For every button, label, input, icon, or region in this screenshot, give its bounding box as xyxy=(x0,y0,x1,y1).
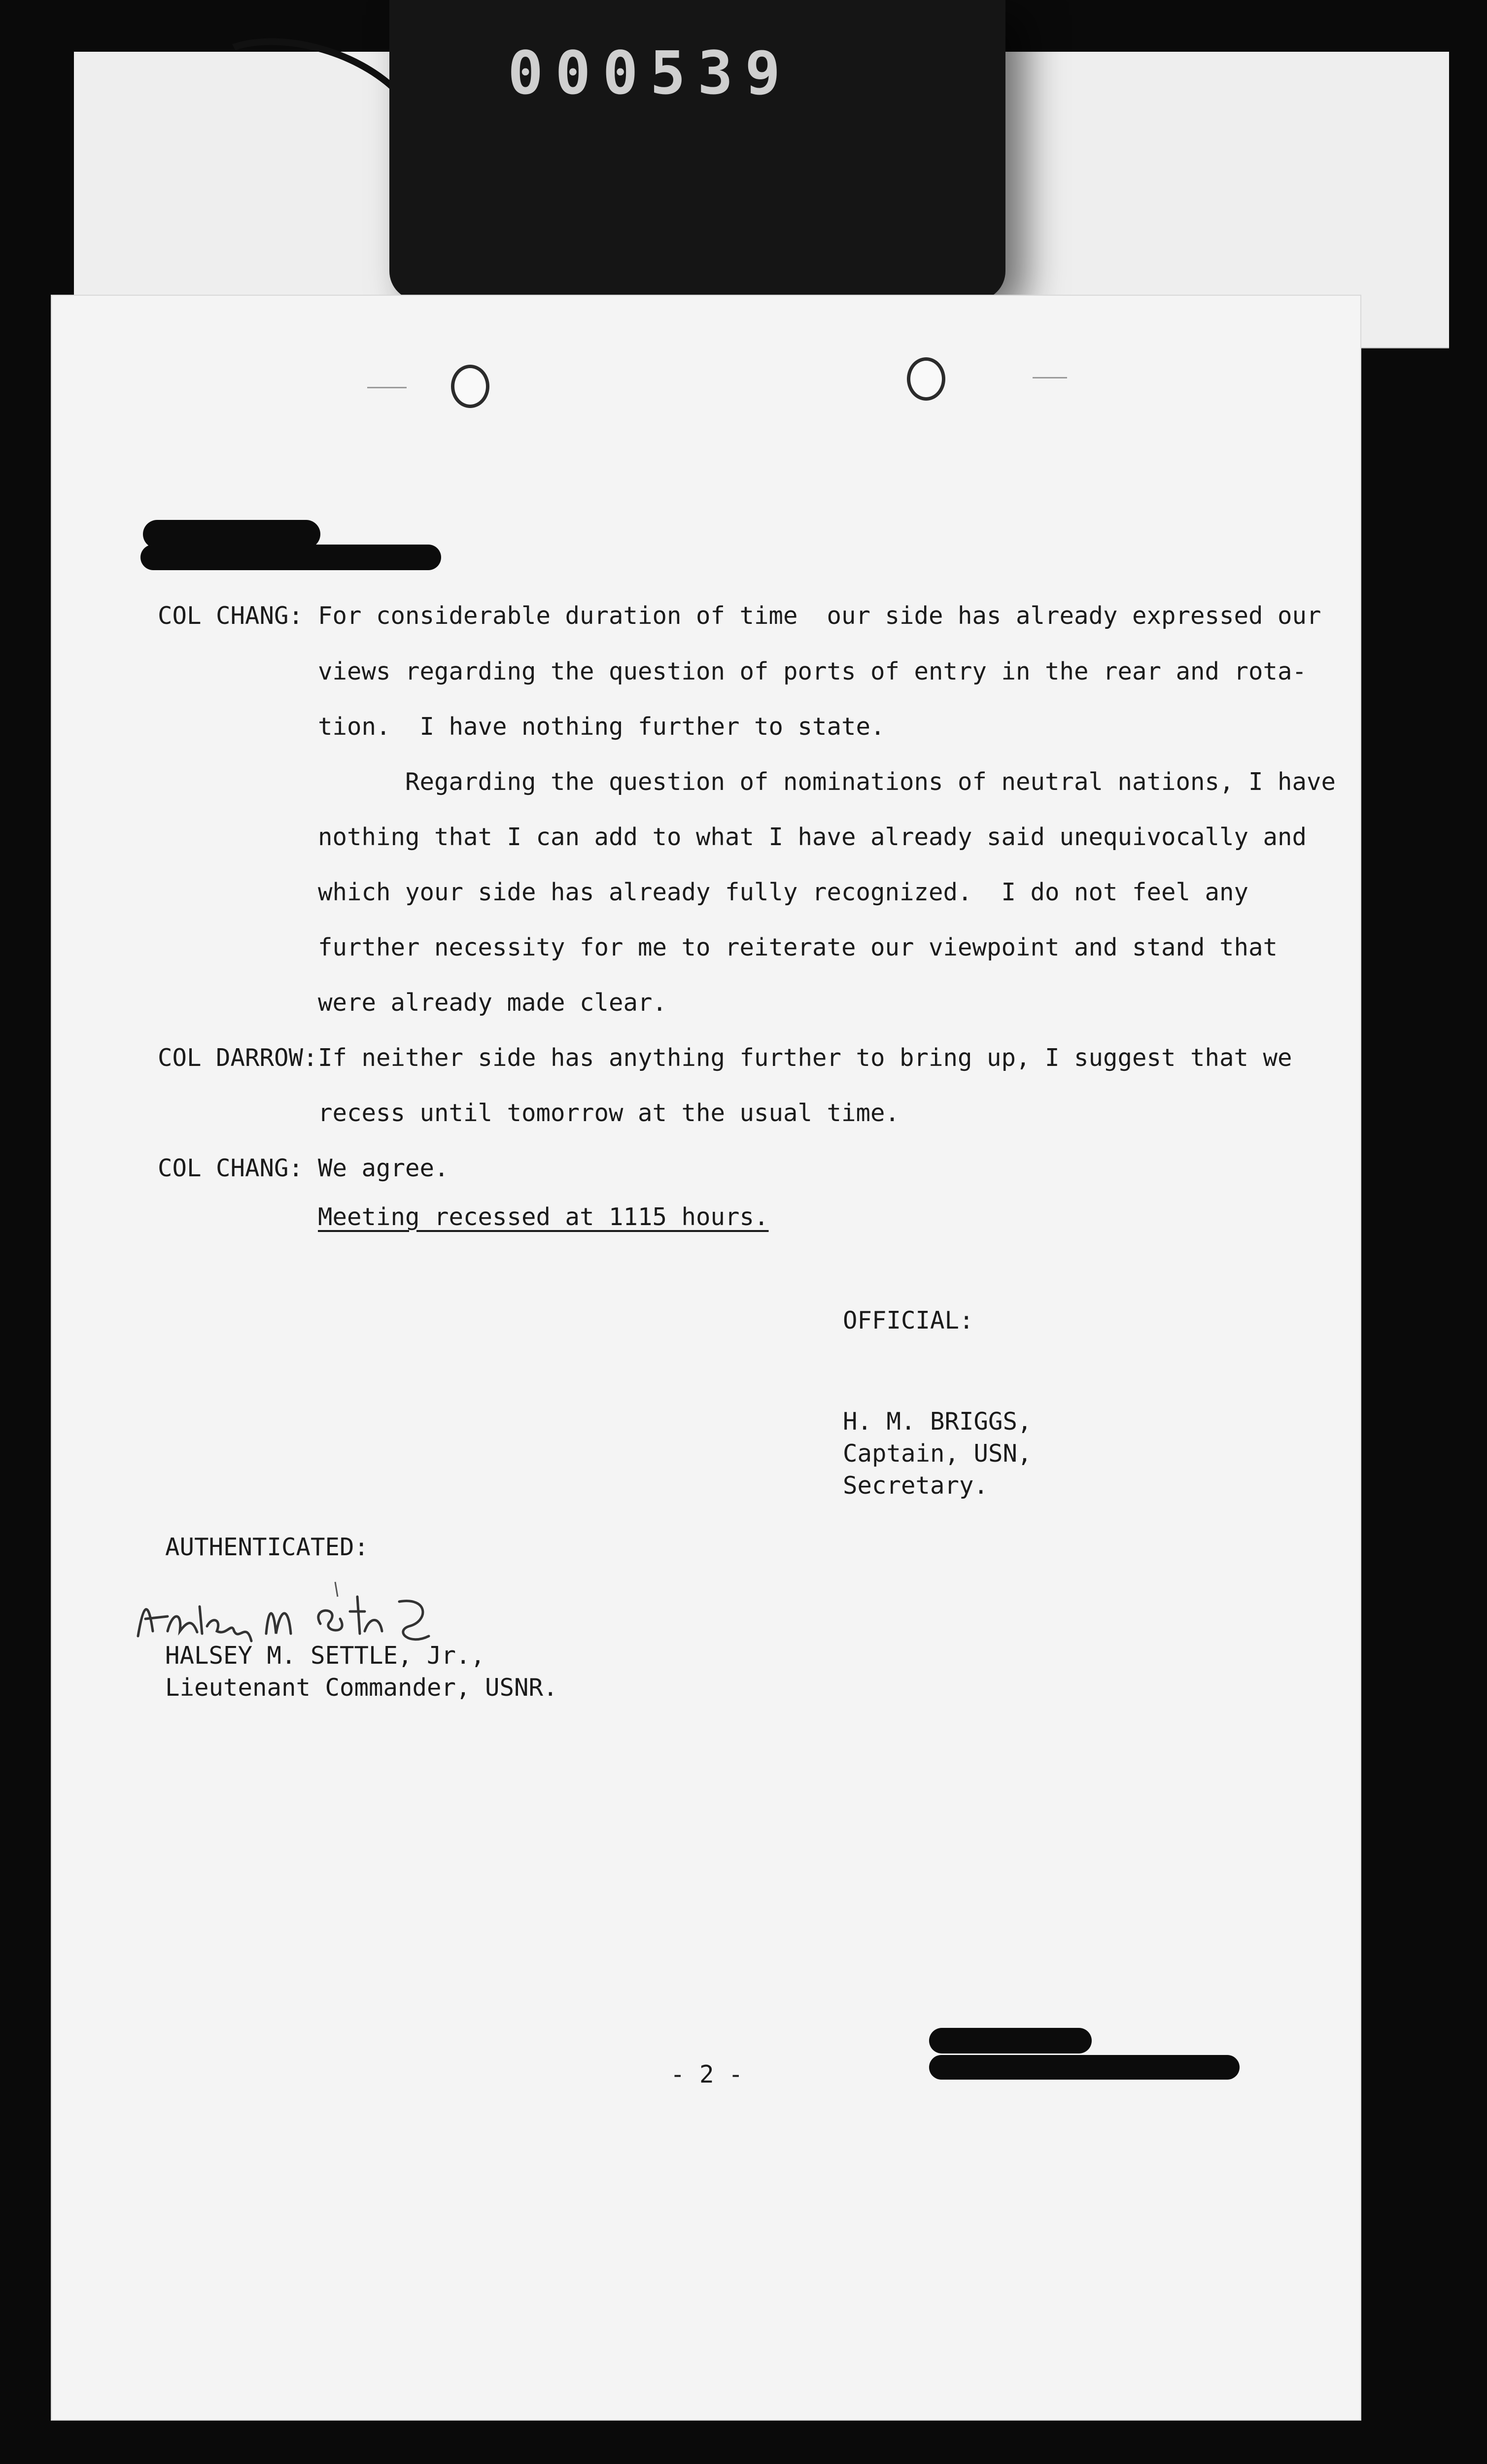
transcript-line: which your side has already fully recognized. I do not feel any xyxy=(318,878,1249,906)
transcript-line: nothing that I can add to what I have already said unequivocally and xyxy=(318,823,1307,851)
transcript-line: views regarding the question of ports of entry in the rear and rota- xyxy=(318,657,1307,685)
redaction-bar xyxy=(140,545,441,570)
transcript-line: recess until tomorrow at the usual time. xyxy=(318,1099,900,1127)
margin-mark xyxy=(367,387,407,388)
speaker-label: COL CHANG: xyxy=(158,602,304,630)
transcript-line: further necessity for me to reiterate our viewpoint and stand that xyxy=(318,933,1278,961)
official-name: H. M. BRIGGS, xyxy=(843,1407,1032,1436)
handwritten-signature xyxy=(133,1577,449,1651)
punch-hole-left xyxy=(451,365,489,408)
transcript-line: We agree. xyxy=(318,1154,449,1182)
authenticator-rank: Lieutenant Commander, USNR. xyxy=(165,1674,558,1702)
speaker-label: COL CHANG: xyxy=(158,1154,304,1182)
margin-mark xyxy=(1033,377,1067,378)
transcript-line: were already made clear. xyxy=(318,989,667,1017)
transcript-line: If neither side has anything further to bring up, I suggest that we xyxy=(318,1044,1292,1072)
official-heading: OFFICIAL: xyxy=(843,1306,974,1335)
official-rank: Captain, USN, xyxy=(843,1439,1032,1468)
document-page xyxy=(52,296,1360,2420)
stamp-counter: 000539 xyxy=(508,39,793,108)
transcript-line: Regarding the question of nominations of neutral nations, I have xyxy=(318,768,1336,796)
authenticator-name: HALSEY M. SETTLE, Jr., xyxy=(165,1642,485,1670)
closing-note: Meeting recessed at 1115 hours. xyxy=(318,1203,769,1231)
page-number: - 2 - xyxy=(670,2060,743,2088)
redaction-bar xyxy=(929,2028,1092,2053)
transcript-line: tion. I have nothing further to state. xyxy=(318,713,885,741)
speaker-label: COL DARROW: xyxy=(158,1044,318,1072)
redaction-bar xyxy=(929,2055,1240,2080)
authenticated-heading: AUTHENTICATED: xyxy=(165,1533,369,1561)
official-title: Secretary. xyxy=(843,1472,989,1500)
transcript-line: For considerable duration of time our side has already expressed our xyxy=(318,602,1321,630)
punch-hole-right xyxy=(907,357,945,401)
